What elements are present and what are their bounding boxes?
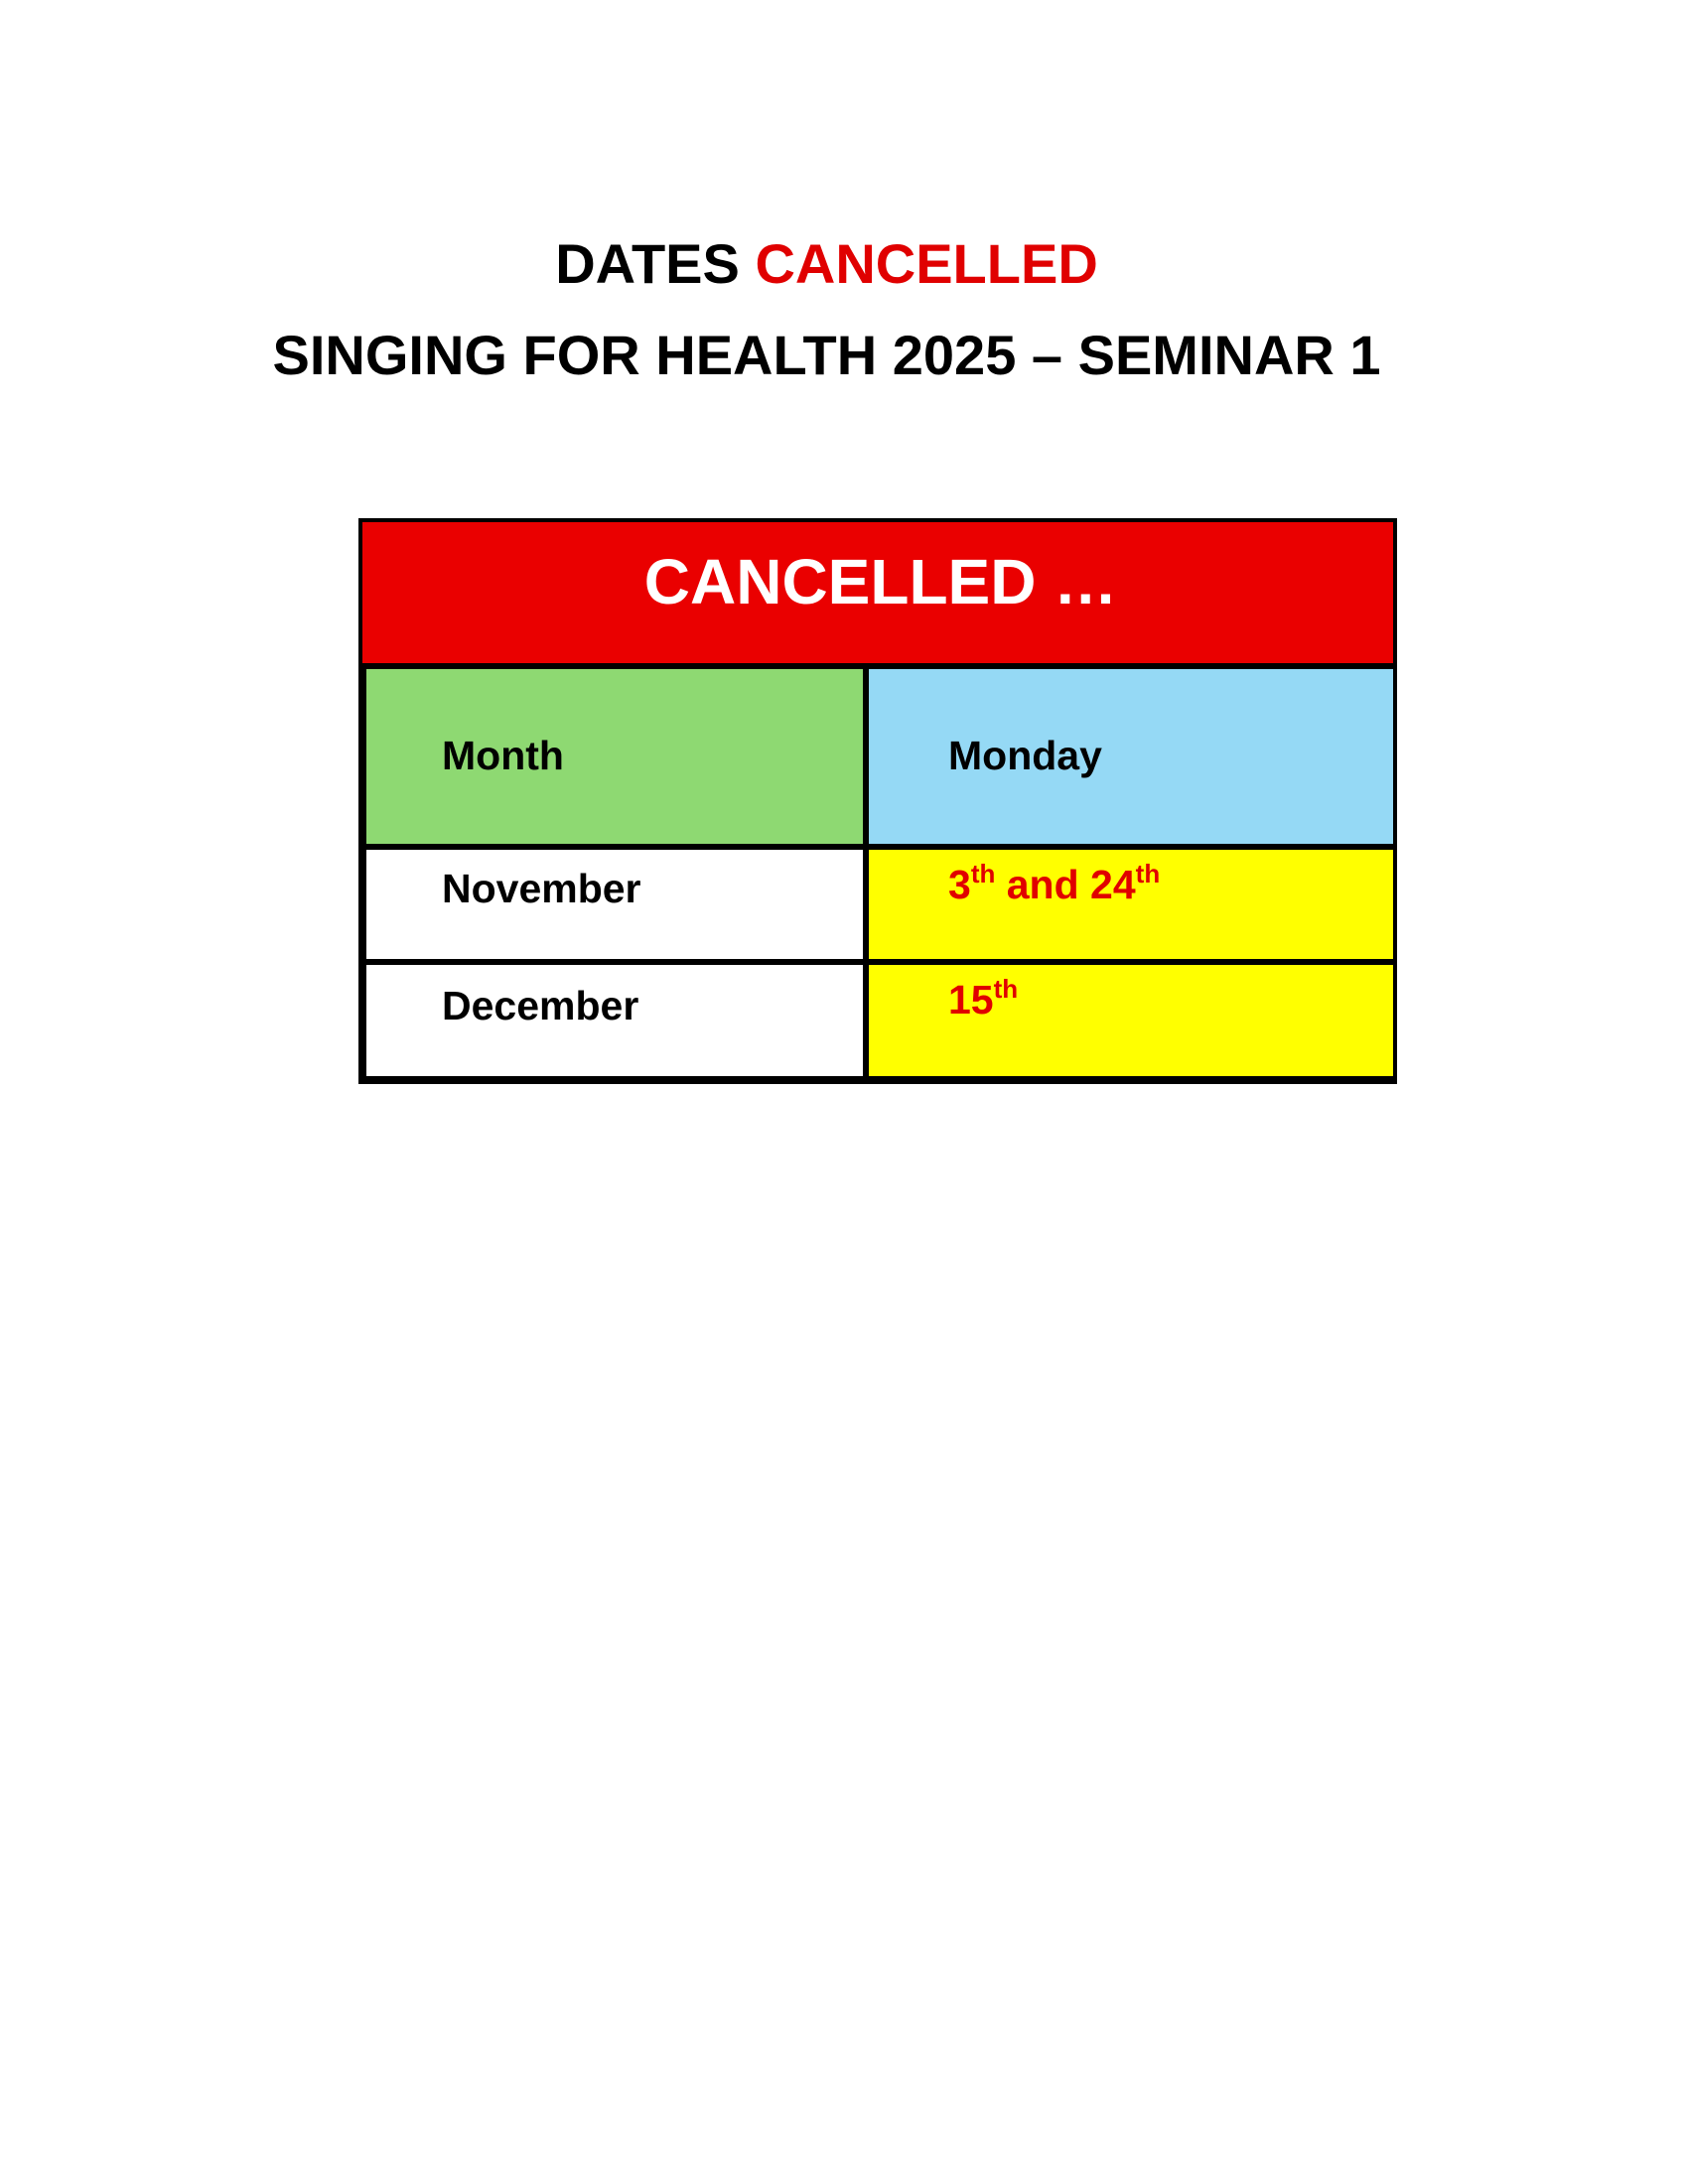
title-cancelled-word: CANCELLED <box>755 232 1098 295</box>
page-title-line-1 <box>0 230 1653 298</box>
column-header-monday: Monday <box>869 669 1393 844</box>
page-title-line-2: SINGING FOR HEALTH 2025 – SEMINAR 1 <box>272 324 1381 386</box>
table-row-dates-december <box>869 965 1393 1076</box>
table-row-month-december: December <box>366 965 863 1076</box>
date-joiner: and <box>995 862 1091 907</box>
date-number: 3 <box>948 862 971 907</box>
cancelled-dates-table <box>358 518 1397 1084</box>
date-number: 24 <box>1090 862 1136 907</box>
date-suffix: th <box>1135 859 1161 888</box>
date-number: 15 <box>948 977 994 1023</box>
date-suffix: th <box>970 859 996 888</box>
table-row-month-november: November <box>366 850 863 959</box>
date-suffix: th <box>993 974 1019 1004</box>
table-row-dates-november <box>869 850 1393 959</box>
title-dates-word: DATES <box>555 232 756 295</box>
column-header-month: Month <box>366 669 863 844</box>
table-banner-cancelled: CANCELLED … <box>362 522 1393 663</box>
